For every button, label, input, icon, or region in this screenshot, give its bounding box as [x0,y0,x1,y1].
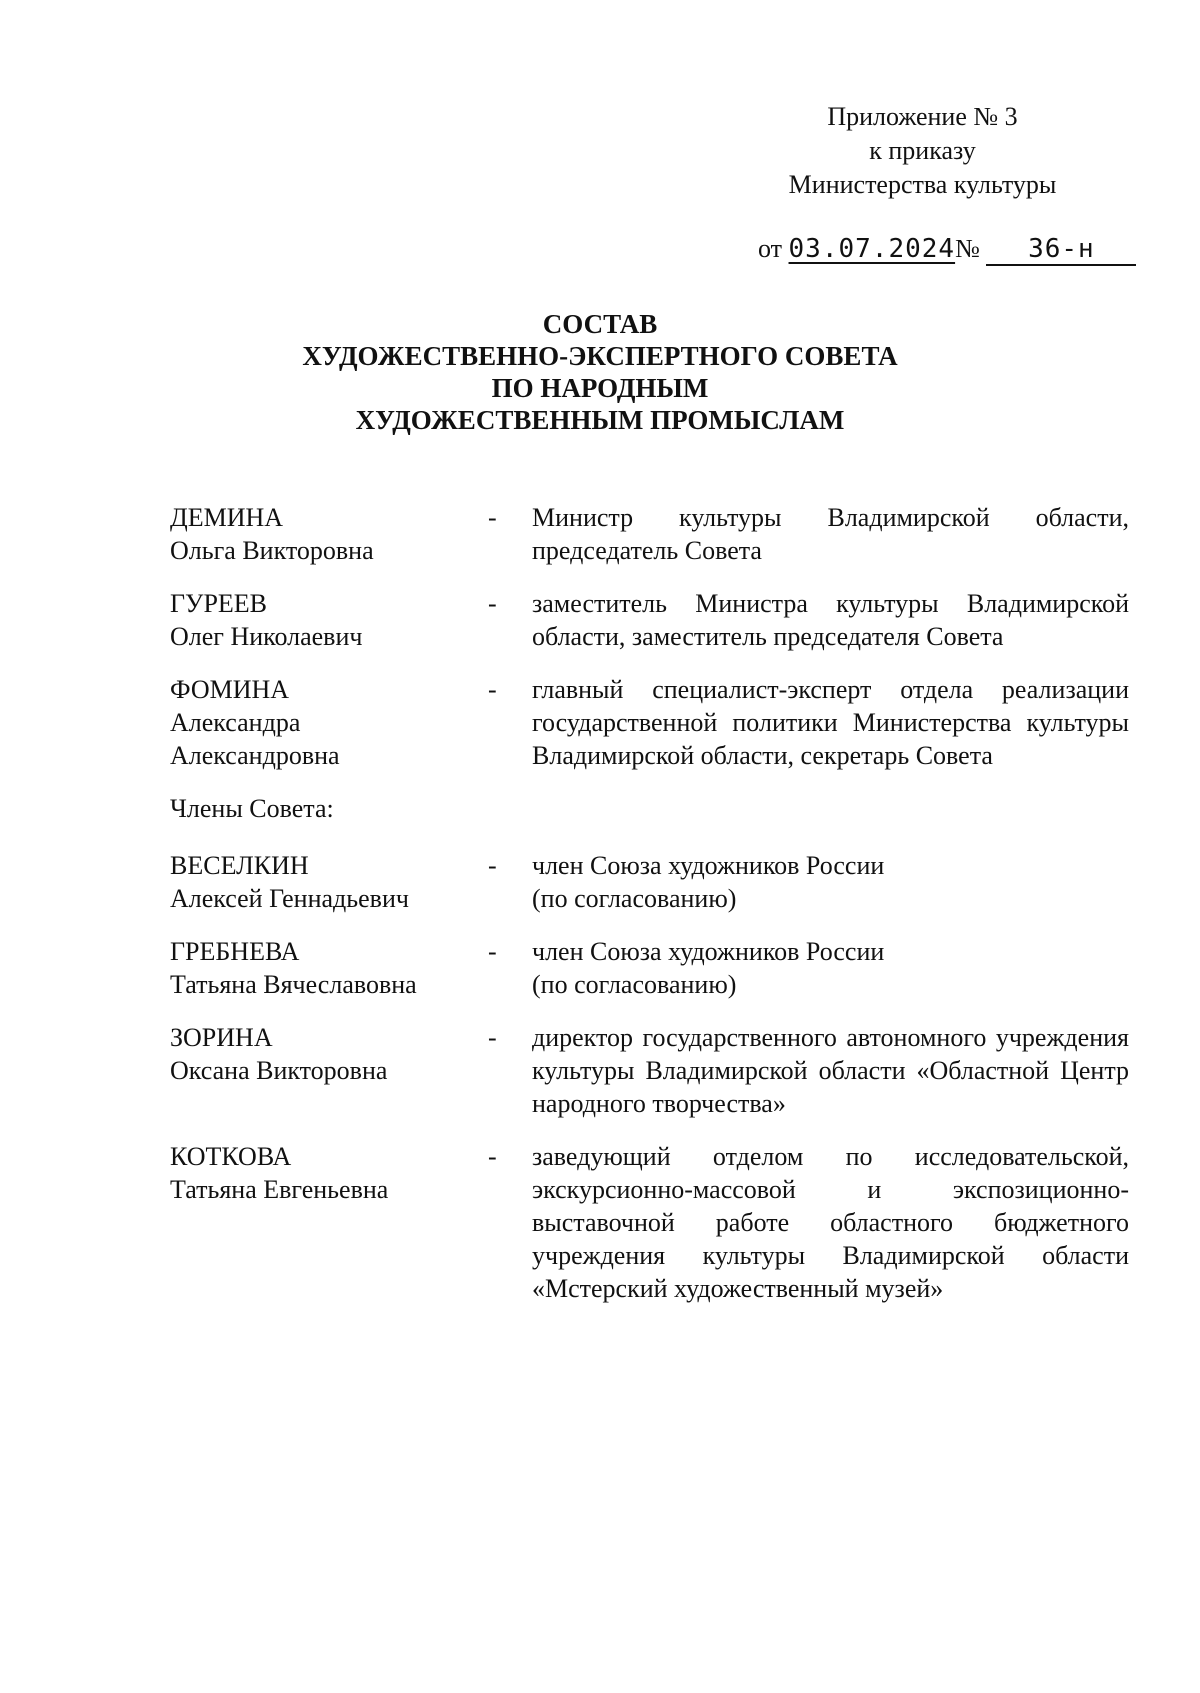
person-name [170,673,488,772]
role-line: член Союза художников России [532,937,885,966]
dash-separator: - [488,851,497,880]
title-line-4: ХУДОЖЕСТВЕННЫМ ПРОМЫСЛАМ [355,405,845,435]
dash-separator: - [488,1023,497,1052]
order-number-sign: № [955,234,980,263]
person-name [170,849,488,915]
appendix-number: Приложение № 3 [827,102,1018,131]
document-title [180,308,1020,436]
order-date: 03.07.2024 [788,234,956,264]
person-surname: ГРЕБНЕВА [170,937,300,966]
person-given-name: Татьяна Евгеньевна [170,1175,389,1204]
person-name [170,587,488,653]
roster-row-member [170,849,1150,915]
person-role: Министр культуры Владимирской области, председатель Совета [532,503,1129,565]
roster-row-chair [170,501,1150,567]
person-name [170,935,488,1001]
person-role: директор государственного автономного учреждения культуры Владимирской области «Областной Центр народного творчества» [532,1023,1129,1118]
members-heading: Члены Совета: [170,794,334,823]
person-surname: ДЕМИНА [170,503,284,532]
roster-row-member [170,1140,1150,1305]
title-line-2: ХУДОЖЕСТВЕННО-ЭКСПЕРТНОГО СОВЕТА [302,341,898,371]
dash-separator: - [488,503,497,532]
person-given-name: Алексей Геннадьевич [170,884,409,913]
order-number-field [986,234,1136,266]
person-role: заместитель Министра культуры Владимирской области, заместитель председателя Совета [532,589,1129,651]
roster-row-member [170,935,1150,1001]
dash-separator: - [488,675,497,704]
person-given-name: Оксана Викторовна [170,1056,388,1085]
person-role: заведующий отделом по исследовательской, экскурсионно-массовой и экспозиционно-выставочной работе областного бюджетного учреждения культуры Владимирской области «Мстерский художественный музей» [532,1142,1129,1303]
person-surname: КОТКОВА [170,1142,292,1171]
person-given-name: Ольга Викторовна [170,536,374,565]
person-name [170,1140,488,1305]
role-line: (по согласованию) [532,970,737,999]
roster-row-secretary [170,673,1150,772]
person-patronymic: Александровна [170,741,340,770]
person-given-name: Олег Николаевич [170,622,363,651]
dash-separator: - [488,937,497,966]
order-number: 36-н [1028,234,1095,264]
appendix-ministry: Министерства культуры [788,170,1057,199]
person-surname: ЗОРИНА [170,1023,273,1052]
order-prefix: от [758,234,783,263]
person-name [170,1021,488,1120]
dash-separator: - [488,589,497,618]
appendix-header [700,100,1145,202]
person-role: главный специалист-эксперт отдела реализации государственной политики Министерства культуры Владимирской области, секретарь Совета [532,675,1129,770]
council-roster [170,501,1150,1325]
person-surname: ФОМИНА [170,675,290,704]
person-surname: ВЕСЕЛКИН [170,851,309,880]
appendix-order-ref: к приказу [869,136,976,165]
person-name [170,501,488,567]
roster-row-deputy [170,587,1150,653]
dash-separator: - [488,1142,497,1171]
person-role [532,849,1129,915]
roster-row-member [170,1021,1150,1120]
order-date-number [758,232,1158,266]
role-line: член Союза художников России [532,851,885,880]
person-given-name: Татьяна Вячеславовна [170,970,417,999]
person-given-name: Александра [170,708,301,737]
role-line: (по согласованию) [532,884,737,913]
title-line-3: ПО НАРОДНЫМ [491,373,709,403]
title-line-1: СОСТАВ [542,309,658,339]
person-surname: ГУРЕЕВ [170,589,268,618]
person-role [532,935,1129,1001]
